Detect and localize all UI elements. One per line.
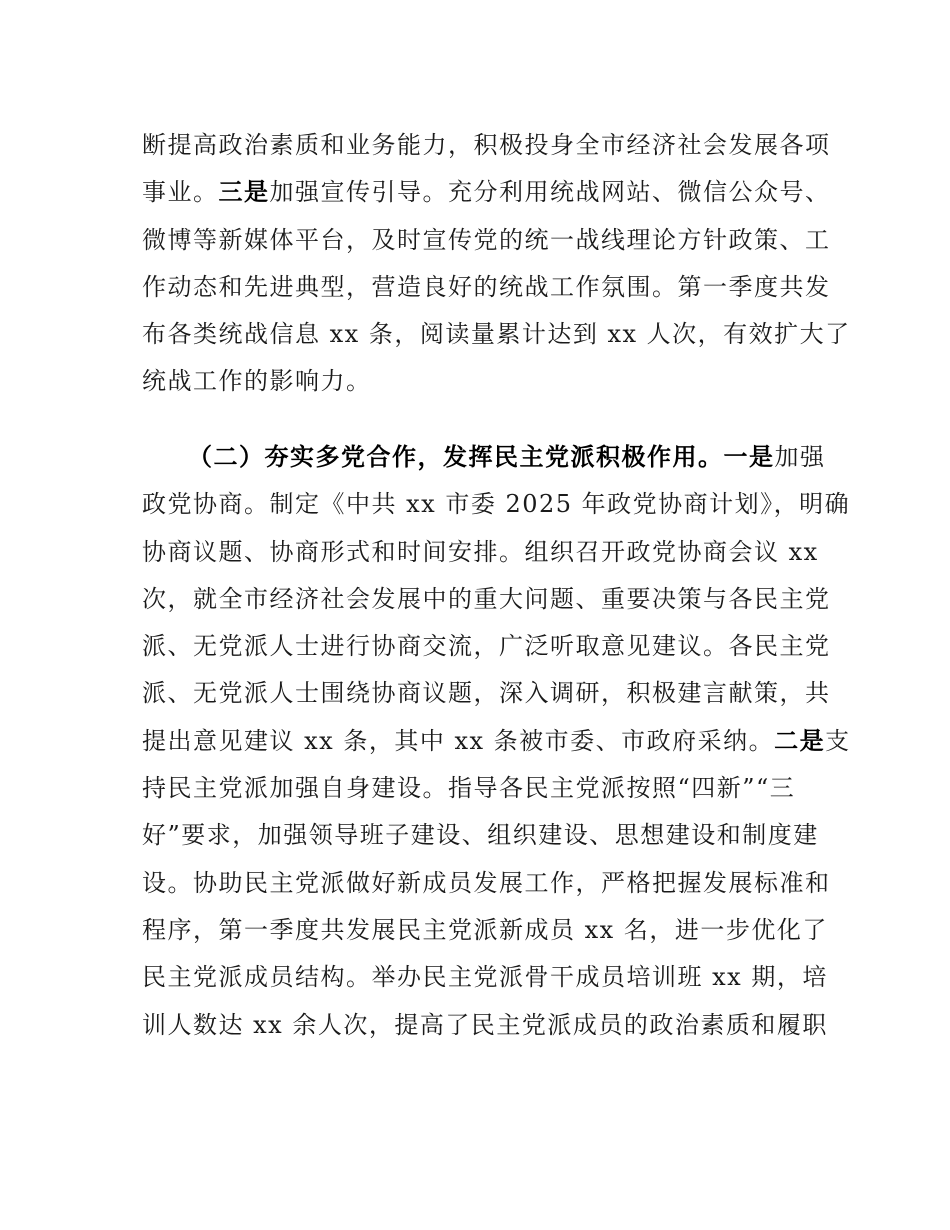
text-segment: 微博等新媒体平台，及时宣传党的统一战线理论方针政策、工: [142, 225, 831, 254]
text-line: [142, 529, 819, 576]
text-segment: 提出意见建议 xx 条，其中 xx 条被市委、市政府采纳。: [142, 726, 775, 755]
bold-text-segment: 三是: [218, 178, 270, 207]
text-segment: 协商议题、协商形式和时间安排。组织召开政党协商会议 xx: [142, 537, 819, 566]
text-segment: 政党协商。制定《中共 xx 市委 2025 年政党协商计划》，明确: [142, 490, 851, 519]
bold-text-segment: （二）夯实多党合作，发挥民主党派积极作用。: [188, 443, 724, 471]
text-segment: 事业。: [142, 178, 219, 207]
text-line: [142, 576, 831, 623]
text-segment: 作动态和先进典型，营造良好的统战工作氛围。第一季度共发: [142, 272, 831, 301]
text-segment: 程序，第一季度共发展民主党派新成员 xx 名，进一步优化了: [142, 915, 828, 944]
text-segment: 次，就全市经济社会发展中的重大问题、重要决策与各民主党: [142, 584, 831, 613]
text-segment: 持民主党派加强自身建设。指导各民主党派按照“四新”“三: [142, 774, 796, 803]
text-line: [142, 670, 831, 717]
text-line: [142, 122, 831, 169]
text-segment: 民主党派成员结构。举办民主党派骨干成员培训班 xx 期，培: [142, 963, 828, 992]
text-line: [142, 1002, 828, 1049]
text-line: [142, 358, 812, 405]
text-segment: 设。协助民主党派做好新成员发展工作，严格把握发展标准和: [142, 868, 831, 897]
text-segment: 加强: [774, 443, 826, 471]
text-line: [142, 217, 831, 264]
text-line: [142, 812, 819, 859]
text-segment: 训人数达 xx 余人次，提高了民主党派成员的政治素质和履职: [142, 1010, 828, 1039]
text-line: [142, 718, 851, 765]
text-segment: 好”要求，加强领导班子建设、组织建设、思想建设和制度建: [142, 821, 819, 850]
bold-text-segment: 一是: [723, 443, 775, 471]
text-segment: 布各类统战信息 xx 条，阅读量累计达到 xx 人次，有效扩大了: [142, 320, 851, 349]
bold-text-segment: 二是: [774, 726, 826, 755]
text-line: [142, 481, 851, 528]
text-line: [142, 623, 831, 670]
text-segment: 派、无党派人士围绕协商议题，深入调研，积极建言献策，共: [142, 679, 831, 708]
text-line: [142, 860, 831, 907]
paragraph-multiparty-cooperation: [142, 434, 851, 1049]
text-line: [142, 169, 831, 216]
text-segment: 断提高政治素质和业务能力，积极投身全市经济社会发展各项: [142, 131, 831, 159]
text-segment: 支: [825, 726, 851, 755]
text-line: [142, 434, 826, 481]
text-segment: 统战工作的影响力。: [142, 367, 372, 396]
text-segment: 派、无党派人士进行协商交流，广泛听取意见建议。各民主党: [142, 632, 831, 661]
text-segment: 加强宣传引导。充分利用统战网站、微信公众号、: [269, 178, 831, 207]
text-line: [142, 954, 828, 1001]
text-line: [142, 311, 851, 358]
text-line: [142, 765, 812, 812]
text-line: [142, 264, 831, 311]
text-line: [142, 907, 828, 954]
paragraph-propaganda: [142, 122, 851, 406]
